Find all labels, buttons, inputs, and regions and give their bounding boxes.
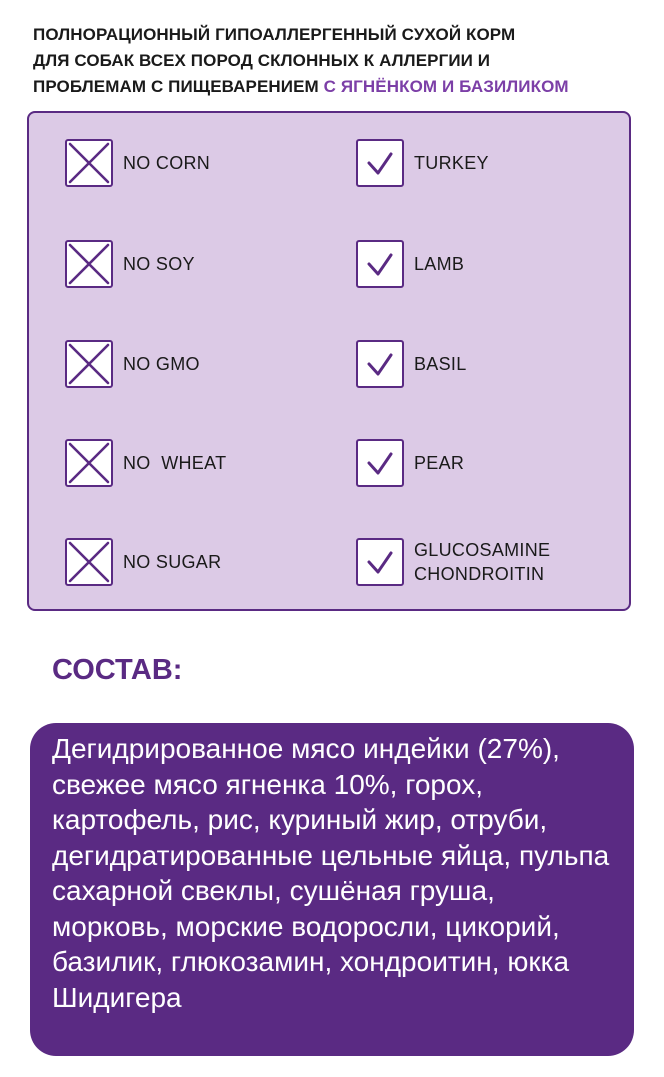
feature-label: BASIL <box>414 354 467 374</box>
checkbox <box>356 340 404 388</box>
composition-text: Дегидрированное мясо индейки (27%), свежее мясо ягненка 10%, горох, картофель, рис, куриный жир, отруби, дегидратированные цельные яйца, пульпа сахарной свеклы, сушёная груша, морковь, морские водоросли, цикорий, базилик, глюкозамин, хондроитин, юкка Шидигера <box>52 733 610 1013</box>
feature-lamb <box>356 238 464 290</box>
checkbox <box>65 139 113 187</box>
checkbox <box>65 240 113 288</box>
headline-accent: С ЯГНЁНКОМ И БАЗИЛИКОМ <box>323 77 569 96</box>
checkbox <box>356 538 404 586</box>
checkbox <box>65 340 113 388</box>
checkmark-icon <box>358 540 402 584</box>
feature-label: NO SOY <box>123 254 195 274</box>
checkmark-icon <box>358 242 402 286</box>
checkmark-icon <box>358 141 402 185</box>
feature-label: TURKEY <box>414 153 489 173</box>
headline-line-3-main: ПРОБЛЕМАМ С ПИЩЕВАРЕНИЕМ <box>33 77 324 96</box>
feature-no-sugar <box>65 536 221 588</box>
feature-basil <box>356 338 467 390</box>
x-mark-icon <box>67 441 111 485</box>
checkbox <box>65 439 113 487</box>
product-headline <box>33 22 653 100</box>
checkbox <box>356 240 404 288</box>
checkbox <box>356 139 404 187</box>
feature-no-corn <box>65 137 210 189</box>
checkmark-icon <box>358 342 402 386</box>
feature-label: NO CORN <box>123 153 211 173</box>
feature-label: NO SUGAR <box>123 552 222 572</box>
feature-pear <box>356 437 464 489</box>
feature-label: NO GMO <box>123 354 200 374</box>
feature-no-gmo <box>65 338 200 390</box>
feature-no-wheat <box>65 437 226 489</box>
x-mark-icon <box>67 141 111 185</box>
feature-no-soy <box>65 238 195 290</box>
features-panel <box>27 111 631 611</box>
headline-line-3 <box>33 74 653 100</box>
x-mark-icon <box>67 242 111 286</box>
feature-turkey <box>356 137 489 189</box>
composition-title: СОСТАВ: <box>52 654 183 686</box>
feature-label: NO WHEAT <box>123 453 227 473</box>
composition-box <box>30 723 634 1056</box>
checkbox <box>65 538 113 586</box>
headline-line-2: ДЛЯ СОБАК ВСЕХ ПОРОД СКЛОННЫХ К АЛЛЕРГИИ И <box>33 51 491 70</box>
feature-glucosamine-chondroitin <box>356 536 550 588</box>
x-mark-icon <box>67 540 111 584</box>
x-mark-icon <box>67 342 111 386</box>
feature-label: PEAR <box>414 453 465 473</box>
checkmark-icon <box>358 441 402 485</box>
feature-label: GLUCOSAMINE CHONDROITIN <box>414 540 551 584</box>
feature-label: LAMB <box>414 254 465 274</box>
headline-line-1: ПОЛНОРАЦИОННЫЙ ГИПОАЛЛЕРГЕННЫЙ СУХОЙ КОРМ <box>33 25 516 44</box>
checkbox <box>356 439 404 487</box>
